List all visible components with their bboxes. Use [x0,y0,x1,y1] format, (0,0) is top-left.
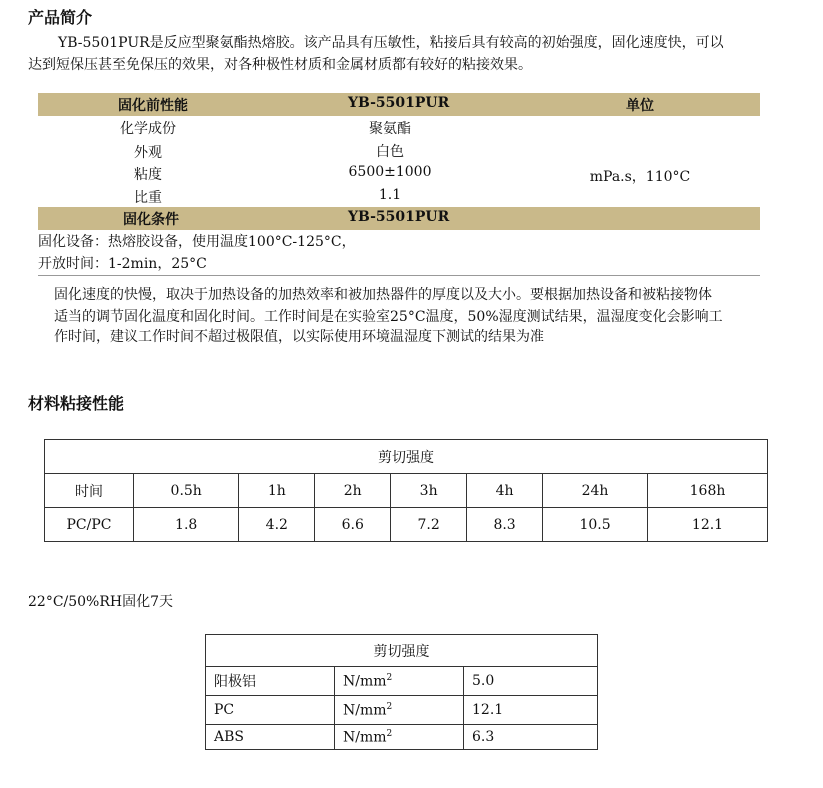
shear-value-cell: 12.1 [648,508,768,542]
prop-value-1: 白色 [376,144,404,160]
time-cell: 1h [239,474,315,508]
material-cell: PC [206,696,335,725]
shear-value-cell: 6.6 [315,508,391,542]
value-cell: 5.0 [464,667,598,696]
unit-cell: $N/mm^2$ [335,667,464,696]
prop-value-2: 6500±1000 [348,164,432,180]
intro-text-line2: 达到短保压甚至免保压的效果，对各种极性材质和金属材质都有较好的粘接效果。 [28,57,532,73]
time-cell: 3h [391,474,467,508]
value-cell: 12.1 [464,696,598,725]
properties-header-band [38,93,760,116]
row-label-pc-pc: PC/PC [45,508,134,542]
note-line1: 固化速度的快慢，取决于加热设备的加热效率和被加热器件的厚度以及大小。要根据加热设备和被粘接物体 [54,287,712,303]
intro-text-line1: YB-5501PUR是反应型聚氨酯热熔胶。该产品具有压敏性，粘接后具有较高的初始强度，固化速度快，可以 [58,35,724,51]
note-line2: 适当的调节固化温度和固化时间。工作时间是在实验室25°C温度，50%湿度测试结果，温湿度变化会影响工 [54,309,723,325]
time-cell: 2h [315,474,391,508]
unit-cell: $N/mm^2$ [335,725,464,750]
prop-value-0: 聚氨酯 [369,121,411,137]
shear-strength-table [44,439,768,542]
shear-value-cell: 7.2 [391,508,467,542]
properties-header-name: 固化前性能 [118,98,188,114]
shear-value-cell: 1.8 [134,508,239,542]
cure-open-time: 开放时间：1-2min，25°C [38,256,207,272]
properties-header-product: YB-5501PUR [348,95,450,111]
time-cell: 168h [648,474,768,508]
time-cell: 0.5h [134,474,239,508]
substrate-table-title: 剪切强度 [206,635,598,667]
intro-heading: 产品简介 [28,8,93,27]
shear-value-cell: 10.5 [543,508,648,542]
note-line3: 作时间，建议工作时间不超过极限值，以实际使用环境温湿度下测试的结果为准 [54,329,544,345]
material-cell: ABS [206,725,335,750]
value-cell: 6.3 [464,725,598,750]
substrate-table [205,634,598,750]
unit-cell: $N/mm^2$ [335,696,464,725]
prop-name-3: 比重 [134,190,162,206]
cure-header-band [38,207,760,230]
time-label: 时间 [45,474,134,508]
properties-header-unit: 单位 [626,98,654,114]
cure-header-product: YB-5501PUR [348,209,450,225]
bonding-heading: 材料粘接性能 [28,394,125,413]
prop-name-0: 化学成份 [120,121,176,137]
prop-name-2: 粘度 [134,167,162,183]
cure-equipment: 固化设备：热熔胶设备，使用温度100°C-125°C， [38,234,356,250]
time-cell: 24h [543,474,648,508]
prop-name-1: 外观 [134,145,162,161]
shear-value-cell: 8.3 [467,508,543,542]
shear-table-title: 剪切强度 [45,440,768,474]
prop-unit-2: mPa.s，110°C [589,169,691,185]
cure-condition: 22°C/50%RH固化7天 [28,594,174,610]
prop-value-3: 1.1 [378,187,402,203]
time-cell: 4h [467,474,543,508]
cure-header-name: 固化条件 [123,212,179,228]
material-cell: 阳极铝 [206,667,335,696]
section-divider [38,275,760,276]
shear-value-cell: 4.2 [239,508,315,542]
